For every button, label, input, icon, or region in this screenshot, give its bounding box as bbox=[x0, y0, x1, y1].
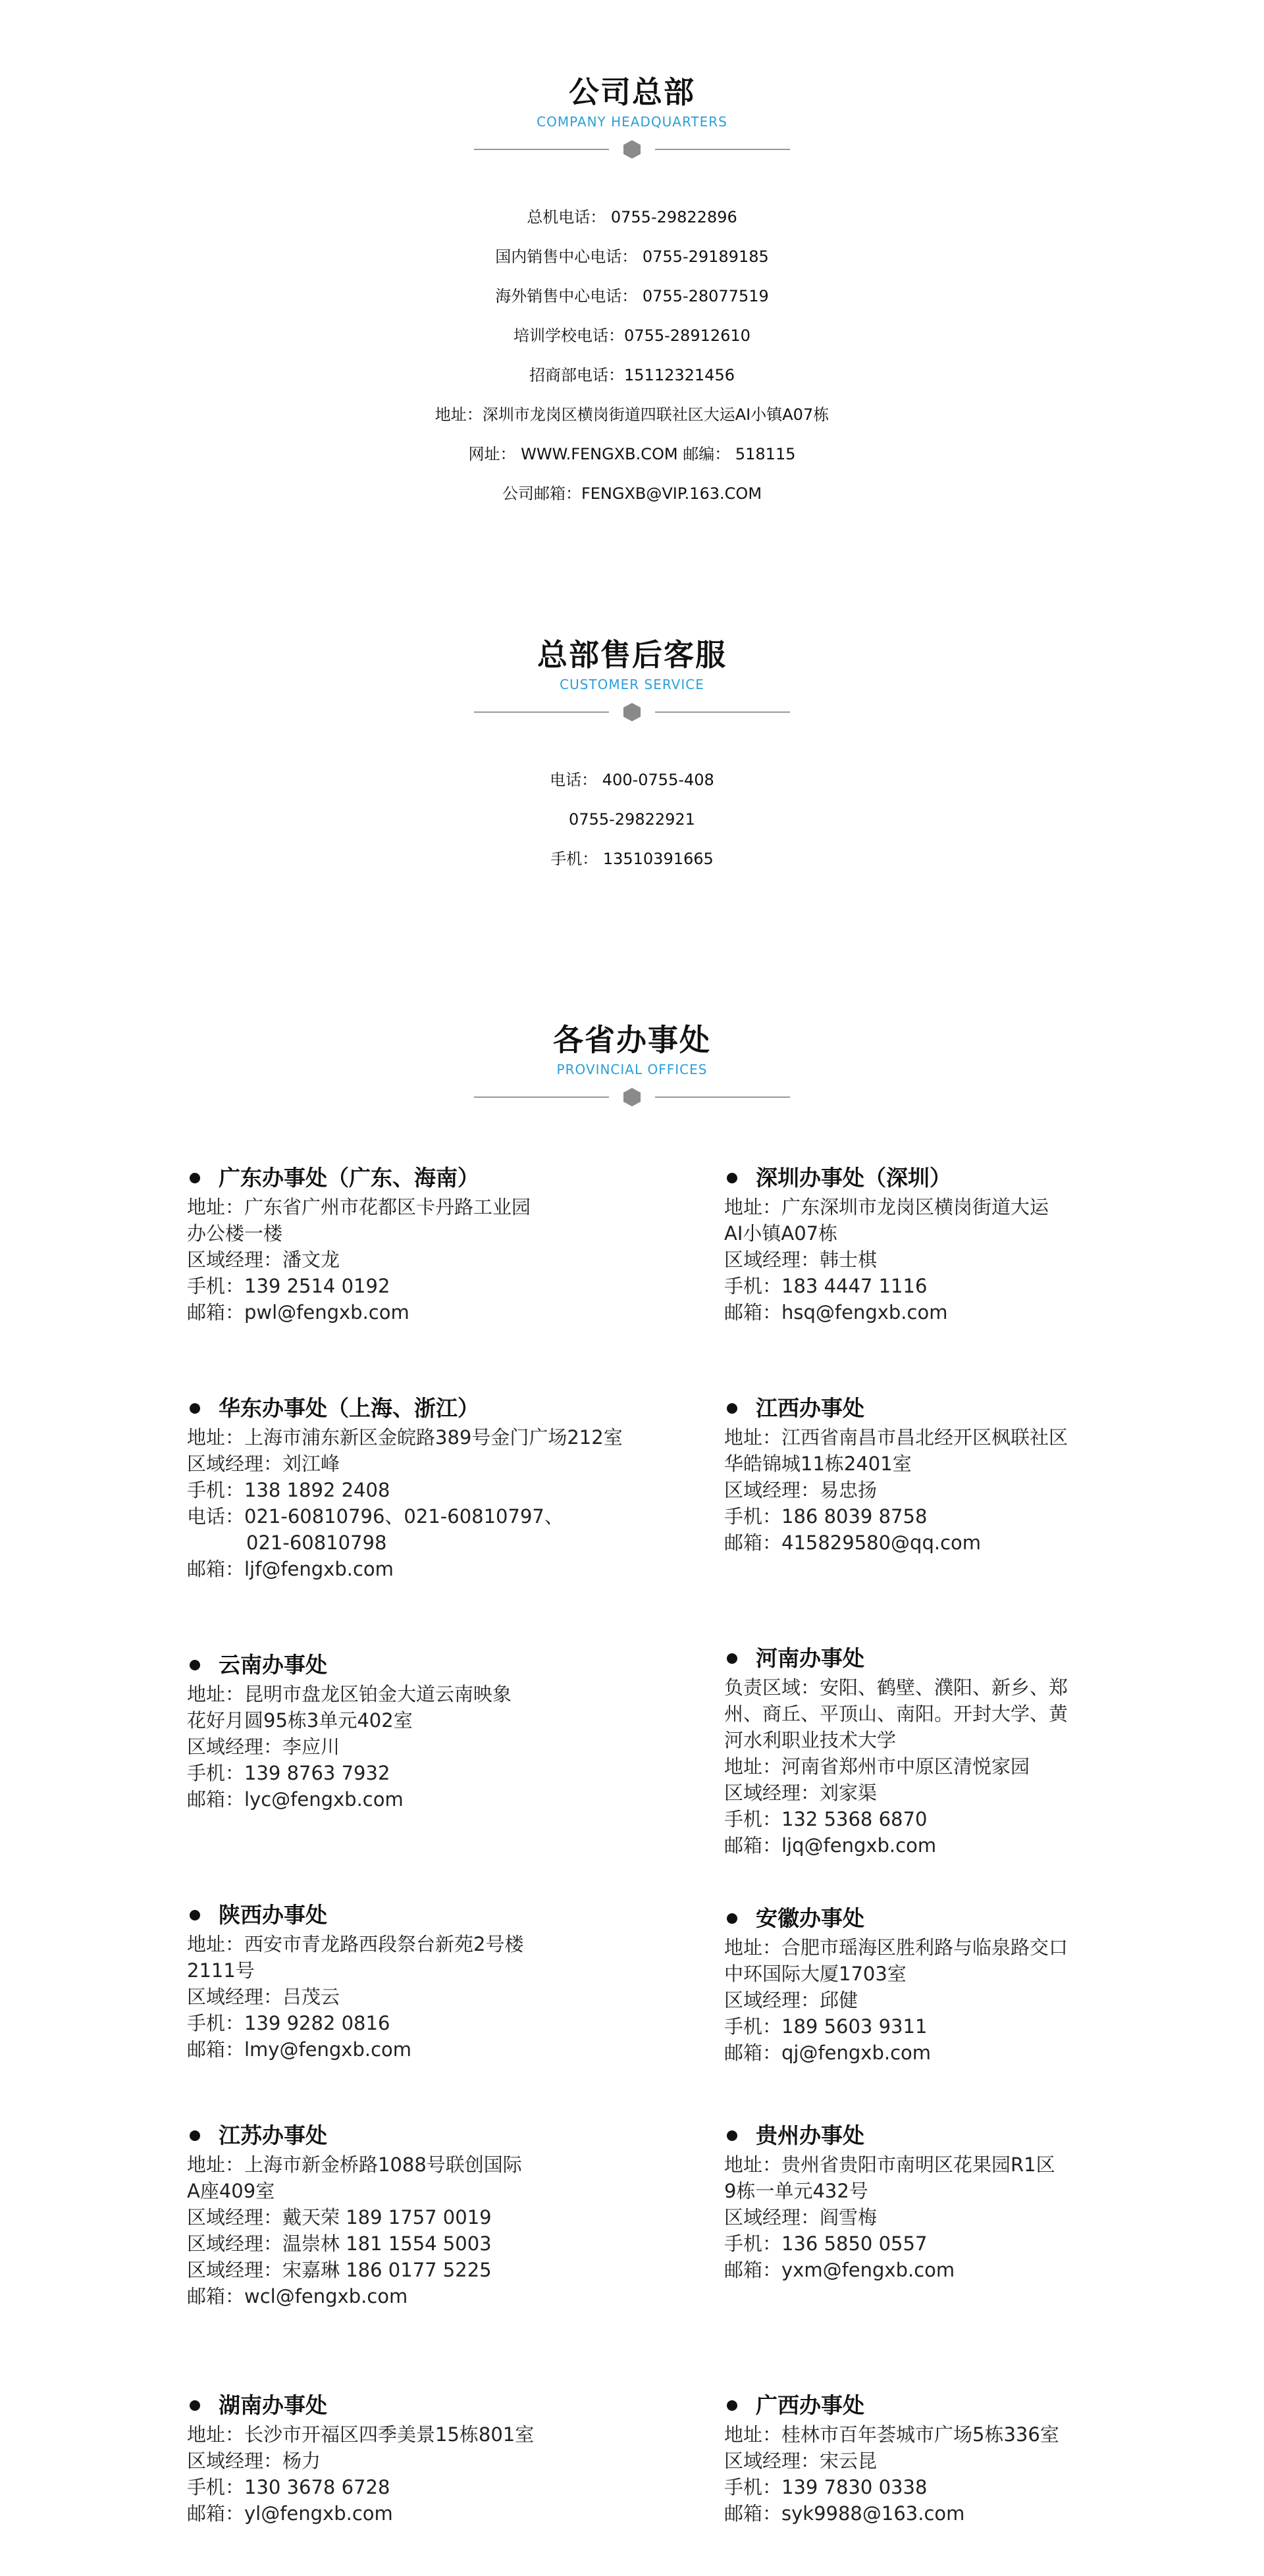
office-address-cont: 9栋一单元432号 bbox=[724, 2180, 868, 2202]
office-region-cont: 河水利职业技术大学 bbox=[724, 1729, 897, 1751]
office-title: 陕西办事处 bbox=[219, 1901, 648, 1930]
service-phone: 0755-29822921 bbox=[569, 810, 695, 829]
office-mobile: 手机：183 4447 1116 bbox=[724, 1275, 928, 1297]
office-address: 地址：河南省郑州市中原区清悦家园 bbox=[724, 1755, 1030, 1778]
hq-header bbox=[0, 72, 1264, 130]
office-manager: 区域经理：宋嘉琳 186 0177 5225 bbox=[187, 2259, 492, 2281]
office-address: 地址：上海市新金桥路1088号联创国际 bbox=[187, 2153, 522, 2176]
office-manager: 区域经理：宋云昆 bbox=[724, 2450, 878, 2472]
office-email[interactable]: 邮箱：yxm@fengxb.com bbox=[724, 2259, 955, 2281]
office-manager: 区域经理：李应川 bbox=[187, 1736, 340, 1758]
office-manager: 区域经理：易忠扬 bbox=[724, 1479, 878, 1501]
office-manager: 区域经理：韩士棋 bbox=[724, 1249, 878, 1271]
hq-subtitle: COMPANY HEADQUARTERS bbox=[537, 114, 727, 130]
offices-header bbox=[0, 1020, 1264, 1078]
bullet-icon bbox=[727, 1173, 737, 1183]
office-address: 地址：上海市浦东新区金皖路389号金门广场212室 bbox=[187, 1426, 623, 1449]
office-guangxi bbox=[724, 2391, 1185, 2527]
office-address: 地址：广东深圳市龙岗区横岗街道大运 bbox=[724, 1196, 1049, 1218]
bullet-icon bbox=[190, 2130, 200, 2141]
bullet-icon bbox=[190, 2400, 200, 2411]
hq-training-school: 培训学校电话：0755-28912610 bbox=[514, 326, 750, 345]
office-mobile: 手机：130 3678 6728 bbox=[187, 2476, 390, 2498]
office-manager: 区域经理：戴天荣 189 1757 0019 bbox=[187, 2206, 492, 2228]
office-address-cont: 花好月圆95栋3单元402室 bbox=[187, 1709, 413, 1732]
office-email[interactable]: 邮箱：hsq@fengxb.com bbox=[724, 1301, 948, 1324]
office-address: 地址：西安市青龙路西段祭台新苑2号楼 bbox=[187, 1933, 524, 1955]
office-title: 广西办事处 bbox=[756, 2391, 1185, 2420]
hq-domestic-sales: 国内销售中心电话： 0755-29189185 bbox=[495, 247, 769, 266]
service-divider bbox=[474, 701, 790, 723]
hq-investment: 招商部电话：15112321456 bbox=[529, 366, 735, 384]
office-email[interactable]: 邮箱：lyc@fengxb.com bbox=[187, 1788, 404, 1811]
hq-overseas-sales: 海外销售中心电话： 0755-28077519 bbox=[495, 287, 769, 305]
office-email[interactable]: 邮箱：syk9988@163.com bbox=[724, 2502, 965, 2525]
office-manager: 区域经理：潘文龙 bbox=[187, 1249, 340, 1271]
office-address-cont: AI小镇A07栋 bbox=[724, 1222, 838, 1245]
office-address: 地址：贵州省贵阳市南明区花果园R1区 bbox=[724, 2153, 1055, 2176]
office-mobile: 手机：139 2514 0192 bbox=[187, 1275, 390, 1297]
service-mobile: 手机： 13510391665 bbox=[550, 850, 714, 868]
office-huadong bbox=[187, 1394, 648, 1582]
office-email[interactable]: 邮箱：lmy@fengxb.com bbox=[187, 2038, 412, 2061]
office-title: 深圳办事处（深圳） bbox=[756, 1164, 1185, 1193]
offices-subtitle: PROVINCIAL OFFICES bbox=[556, 1062, 708, 1077]
office-mobile: 手机：132 5368 6870 bbox=[724, 1808, 928, 1830]
bullet-icon bbox=[727, 2130, 737, 2141]
office-address: 地址：广东省广州市花都区卡丹路工业园 bbox=[187, 1196, 531, 1218]
office-address-cont: 2111号 bbox=[187, 1959, 255, 1982]
office-email[interactable]: 邮箱：yl@fengxb.com bbox=[187, 2502, 393, 2525]
office-manager: 区域经理：刘江峰 bbox=[187, 1453, 340, 1475]
bullet-icon bbox=[190, 1403, 200, 1414]
office-manager: 区域经理：阎雪梅 bbox=[724, 2206, 878, 2228]
office-region: 负责区域：安阳、鹤壁、濮阳、新乡、郑 bbox=[724, 1676, 1068, 1699]
office-hunan bbox=[187, 2391, 648, 2527]
office-email[interactable]: 邮箱：415829580@qq.com bbox=[724, 1532, 982, 1554]
office-manager: 区域经理：温崇林 181 1554 5003 bbox=[187, 2232, 492, 2255]
office-manager: 区域经理：邱健 bbox=[724, 1989, 858, 2011]
office-mobile: 手机：138 1892 2408 bbox=[187, 1479, 390, 1501]
office-address: 地址：昆明市盘龙区铂金大道云南映象 bbox=[187, 1683, 512, 1705]
bullet-icon bbox=[190, 1173, 200, 1183]
office-email[interactable]: 邮箱：ljq@fengxb.com bbox=[724, 1834, 937, 1857]
office-address: 地址：合肥市瑶海区胜利路与临泉路交口 bbox=[724, 1936, 1068, 1959]
office-guizhou bbox=[724, 2121, 1185, 2283]
hq-divider bbox=[474, 138, 790, 161]
office-mobile: 手机：189 5603 9311 bbox=[724, 2015, 928, 2038]
office-address: 地址：桂林市百年荟城市广场5栋336室 bbox=[724, 2423, 1059, 2446]
hq-switchboard: 总机电话： 0755-29822896 bbox=[527, 208, 737, 226]
hq-title: 公司总部 bbox=[569, 74, 695, 110]
hq-website[interactable]: 网址： WWW.FENGXB.COM 邮编： 518115 bbox=[468, 445, 796, 463]
office-mobile: 手机：136 5850 0557 bbox=[724, 2232, 928, 2255]
offices-divider bbox=[474, 1086, 790, 1108]
office-shaanxi bbox=[187, 1901, 648, 2063]
office-address-cont: 华皓锦城11栋2401室 bbox=[724, 1453, 912, 1475]
office-address: 地址：江西省南昌市昌北经开区枫联社区 bbox=[724, 1426, 1068, 1449]
bullet-icon bbox=[727, 1403, 737, 1414]
office-title: 江西办事处 bbox=[756, 1394, 1185, 1423]
office-anhui bbox=[724, 1904, 1185, 2066]
office-email[interactable]: 邮箱：pwl@fengxb.com bbox=[187, 1301, 409, 1324]
office-title: 广东办事处（广东、海南） bbox=[219, 1164, 648, 1193]
service-header bbox=[0, 635, 1264, 693]
office-shenzhen bbox=[724, 1164, 1185, 1326]
office-mobile: 手机：186 8039 8758 bbox=[724, 1505, 928, 1528]
office-email[interactable]: 邮箱：ljf@fengxb.com bbox=[187, 1558, 394, 1580]
office-phone: 电话：021-60810796、021-60810797、 bbox=[187, 1505, 564, 1528]
bullet-icon bbox=[190, 1660, 200, 1670]
office-region-cont: 州、商丘、平顶山、南阳。开封大学、黄 bbox=[724, 1703, 1068, 1725]
bullet-icon bbox=[727, 2400, 737, 2411]
office-address-cont: 办公楼一楼 bbox=[187, 1222, 283, 1245]
office-address: 地址：长沙市开福区四季美景15栋801室 bbox=[187, 2423, 535, 2446]
office-jiangxi bbox=[724, 1394, 1185, 1556]
service-title: 总部售后客服 bbox=[537, 637, 727, 673]
hexagon-icon bbox=[623, 1088, 641, 1106]
office-email[interactable]: 邮箱：wcl@fengxb.com bbox=[187, 2285, 408, 2307]
office-title: 安徽办事处 bbox=[756, 1904, 1185, 1933]
office-manager: 区域经理：杨力 bbox=[187, 2450, 321, 2472]
office-title: 华东办事处（上海、浙江） bbox=[219, 1394, 648, 1423]
service-subtitle: CUSTOMER SERVICE bbox=[560, 677, 704, 692]
office-manager: 区域经理：刘家渠 bbox=[724, 1782, 878, 1804]
hexagon-icon bbox=[623, 140, 641, 159]
service-info bbox=[0, 760, 1264, 879]
office-address-cont: 中环国际大厦1703室 bbox=[724, 1963, 907, 1985]
service-hotline: 电话： 400-0755-408 bbox=[550, 771, 714, 789]
office-mobile: 手机：139 7830 0338 bbox=[724, 2476, 928, 2498]
office-yunnan bbox=[187, 1651, 648, 1813]
bullet-icon bbox=[727, 1653, 737, 1664]
office-mobile: 手机：139 8763 7932 bbox=[187, 1762, 390, 1784]
offices-title: 各省办事处 bbox=[553, 1022, 711, 1058]
hexagon-icon bbox=[623, 703, 641, 721]
office-henan bbox=[724, 1644, 1185, 1859]
office-title: 河南办事处 bbox=[756, 1644, 1185, 1673]
office-title: 云南办事处 bbox=[219, 1651, 648, 1680]
office-mobile: 手机：139 9282 0816 bbox=[187, 2012, 390, 2034]
office-phone-cont: 021-60810798 bbox=[246, 1532, 387, 1554]
office-jiangsu bbox=[187, 2121, 648, 2309]
office-manager: 区域经理：吕茂云 bbox=[187, 1986, 340, 2008]
office-title: 江苏办事处 bbox=[219, 2121, 648, 2150]
office-email[interactable]: 邮箱：qj@fengxb.com bbox=[724, 2042, 932, 2064]
hq-email[interactable]: 公司邮箱：FENGXB@VIP.163.COM bbox=[502, 484, 762, 503]
hq-address: 地址：深圳市龙岗区横岗街道四联社区大运AI小镇A07栋 bbox=[434, 405, 830, 424]
bullet-icon bbox=[190, 1910, 200, 1920]
office-guangdong bbox=[187, 1164, 648, 1326]
office-title: 湖南办事处 bbox=[219, 2391, 648, 2420]
office-address-cont: A座409室 bbox=[187, 2180, 275, 2202]
bullet-icon bbox=[727, 1913, 737, 1924]
office-title: 贵州办事处 bbox=[756, 2121, 1185, 2150]
hq-info bbox=[0, 197, 1264, 513]
